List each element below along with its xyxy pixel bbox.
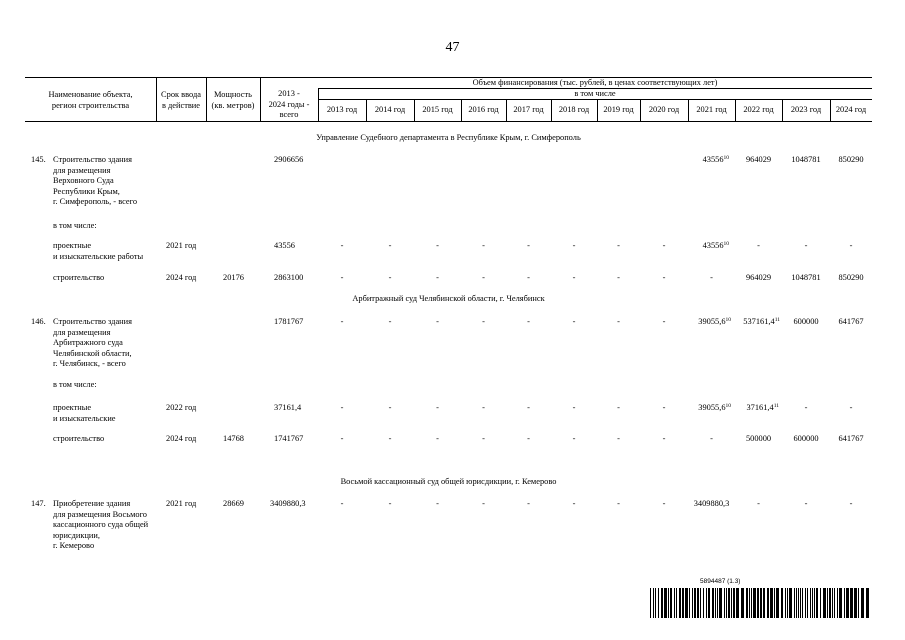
barcode-bar (789, 588, 792, 618)
barcode-bar (810, 588, 811, 618)
barcode-bar (832, 588, 833, 618)
dash: - (436, 317, 439, 326)
dash: - (572, 241, 576, 250)
barcode-bar (726, 588, 727, 618)
dash: - (662, 499, 666, 508)
dash: - (436, 403, 439, 412)
dash: - (617, 317, 620, 326)
page-number: 47 (445, 40, 460, 55)
barcode-bar (823, 588, 826, 618)
barcode-bar (679, 588, 681, 618)
dash: - (527, 241, 530, 250)
dash: - (572, 317, 576, 326)
dash: - (710, 273, 713, 282)
barcode-bar (653, 588, 654, 618)
header-total: 2013 - 2024 годы - всего (268, 89, 310, 120)
value-2024: 850290 (838, 273, 864, 282)
barcode-bar (866, 588, 869, 618)
value-2022: 500000 (745, 434, 772, 443)
barcode-bar (814, 588, 815, 618)
barcode-bar (767, 588, 769, 618)
dash: - (436, 499, 439, 508)
dash: - (340, 403, 344, 412)
dash: - (849, 241, 853, 250)
dash: - (482, 317, 485, 326)
barcode-number: 5894487 (1.3) (700, 578, 741, 585)
barcode-bar (751, 588, 752, 618)
dash: - (572, 403, 576, 412)
dash: - (757, 241, 760, 250)
dash: - (527, 499, 530, 508)
barcode-bar (661, 588, 663, 618)
barcode-bar (703, 588, 704, 618)
barcode-bar (774, 588, 775, 618)
barcode-bar (741, 588, 744, 618)
term-value: 2021 год (166, 241, 197, 250)
barcode-bar (717, 588, 718, 618)
barcode-bar (694, 588, 696, 618)
dash: - (849, 403, 853, 412)
value-2021: 3409880,3 (693, 499, 730, 508)
row-number: 145. (31, 155, 46, 164)
dash: - (482, 273, 485, 282)
total-value: 1781767 (274, 317, 304, 326)
dash: - (340, 273, 344, 282)
value-2021: 39055,6$^{10}$ (698, 317, 731, 326)
dash: - (527, 317, 530, 326)
dash: - (617, 273, 620, 282)
header-year: 2015 год (422, 105, 453, 114)
barcode-bar (670, 588, 672, 618)
barcode-bar (834, 588, 835, 618)
header-year: 2017 год (513, 105, 544, 114)
object-name: Строительство здания для размещения Верховного Суда Республики Крым, г. Симферополь, - всего (53, 155, 138, 207)
barcode-bar (658, 588, 659, 618)
barcode-bar (781, 588, 783, 618)
header-year: 2016 год (468, 105, 499, 114)
barcode-bar (757, 588, 759, 618)
value-2023: 1048781 (791, 155, 821, 164)
barcode-bar (785, 588, 786, 618)
dash: - (662, 317, 666, 326)
row-number: 146. (31, 317, 46, 326)
including-label: в том числе: (53, 221, 97, 230)
header-year: 2013 год (326, 105, 358, 114)
row-number: 147. (31, 499, 46, 508)
barcode-bar (794, 588, 795, 618)
value-2022: 37161,4$^{11}$ (746, 403, 779, 412)
total-value: 37161,4 (274, 403, 302, 412)
dash: - (436, 273, 439, 282)
barcode-bar (816, 588, 818, 618)
table-header-bottom-line (25, 121, 872, 122)
capacity-value: 14768 (223, 434, 244, 443)
dash: - (662, 273, 666, 282)
section-title: Арбитражный суд Челябинской области, г. Челябинск (352, 294, 545, 303)
dash: - (527, 273, 530, 282)
barcode-bar (839, 588, 842, 618)
section-title: Восьмой кассационный суд общей юрисдикции, г. Кемерово (340, 477, 557, 486)
barcode-bar (715, 588, 716, 618)
barcode-bar (724, 588, 725, 618)
barcode-bar (655, 588, 656, 618)
subitem-name: строительство (53, 434, 105, 443)
dash: - (804, 403, 808, 412)
barcode-bar (692, 588, 693, 618)
barcode-bar (736, 588, 739, 618)
barcode-bar (858, 588, 859, 618)
subitem-name: проектные и изыскательские (53, 403, 116, 423)
dash: - (388, 273, 392, 282)
value-2021: 43556$^{10}$ (702, 241, 729, 250)
header-year: 2024 год (835, 105, 867, 114)
barcode-bar (846, 588, 849, 618)
barcode-image (650, 588, 872, 618)
barcode-bar (706, 588, 707, 618)
dash: - (482, 434, 485, 443)
barcode-bar (763, 588, 765, 618)
barcode-bar (700, 588, 701, 618)
header-year: 2022 год (743, 105, 774, 114)
barcode-bar (802, 588, 803, 618)
barcode-bar (798, 588, 799, 618)
barcode-bar (746, 588, 748, 618)
barcode-bar (712, 588, 714, 618)
header-year: 2019 год (603, 105, 634, 114)
dash: - (572, 273, 576, 282)
dash: - (340, 434, 344, 443)
barcode-bar (854, 588, 857, 618)
barcode-bar (676, 588, 677, 618)
term-value: 2024 год (166, 434, 197, 443)
barcode-bar (685, 588, 688, 618)
subitem-name: строительство (53, 273, 105, 282)
value-2021: 43556$^{10}$ (702, 155, 729, 164)
barcode-bar (827, 588, 828, 618)
term-value: 2021 год (166, 499, 197, 508)
dash: - (617, 499, 620, 508)
barcode-bar (668, 588, 669, 618)
total-value: 2906656 (274, 155, 304, 164)
barcode-bar (689, 588, 690, 618)
dash: - (482, 499, 485, 508)
dash: - (340, 317, 344, 326)
dash: - (662, 403, 666, 412)
barcode-bar (697, 588, 699, 618)
barcode-bar (770, 588, 773, 618)
barcode-bar (733, 588, 735, 618)
capacity-value: 20176 (223, 273, 244, 282)
header-capacity: Мощность (кв. метров) (211, 90, 255, 110)
dash: - (388, 499, 392, 508)
total-value: 3409880,3 (270, 499, 306, 508)
dash: - (436, 241, 439, 250)
dash: - (482, 403, 485, 412)
dash: - (527, 403, 530, 412)
header-year: 2021 год (696, 105, 727, 114)
barcode-bar (674, 588, 675, 618)
barcode-bar (807, 588, 808, 618)
dash: - (804, 499, 808, 508)
barcode-bar (800, 588, 801, 618)
barcode-bar (812, 588, 813, 618)
header-year: 2020 год (648, 105, 680, 114)
value-2022: 537161,4$^{11}$ (743, 317, 780, 326)
barcode-bar (760, 588, 762, 618)
including-label: в том числе: (53, 380, 97, 389)
dash: - (340, 241, 344, 250)
barcode-bar (776, 588, 779, 618)
dash: - (388, 434, 392, 443)
object-name: Строительство здания для размещения Арбитражного суда Челябинской области, г. Челябинск, - всего (53, 317, 132, 369)
header-year: 2018 год (558, 105, 590, 114)
total-value: 1741767 (274, 434, 304, 443)
value-2023: 600000 (793, 434, 819, 443)
barcode-bar (850, 588, 853, 618)
barcode-bar (682, 588, 684, 618)
term-value: 2022 год (166, 403, 197, 412)
header-term: Срок ввода в действие (161, 90, 201, 110)
barcode-bar (837, 588, 838, 618)
barcode-bar (650, 588, 651, 618)
barcode-bar (728, 588, 730, 618)
dash: - (617, 434, 620, 443)
value-2022: 964029 (745, 155, 772, 164)
value-2021: 39055,6$^{10}$ (698, 403, 731, 412)
barcode-bar (708, 588, 710, 618)
value-2024: 850290 (838, 155, 864, 164)
header-name: Наименование объекта, регион строительства (48, 90, 133, 110)
dash: - (388, 241, 392, 250)
barcode-bar (731, 588, 732, 618)
total-value: 2863100 (274, 273, 304, 282)
dash: - (527, 434, 530, 443)
dash: - (617, 403, 620, 412)
barcode-bar (787, 588, 788, 618)
dash: - (617, 241, 620, 250)
dash: - (849, 499, 853, 508)
subitem-name: проектные и изыскательские работы (53, 241, 144, 261)
capacity-value: 28669 (223, 499, 244, 508)
dash: - (662, 434, 666, 443)
dash: - (804, 241, 808, 250)
value-2023: 1048781 (791, 273, 821, 282)
header-year: 2023 год (790, 105, 822, 114)
section-title: Управление Судебного департамента в Республике Крым, г. Симферополь (316, 133, 581, 142)
dash: - (340, 499, 344, 508)
barcode-bar (820, 588, 821, 618)
dash: - (572, 434, 576, 443)
dash: - (388, 317, 392, 326)
header-year: 2014 год (374, 105, 406, 114)
barcode-bar (861, 588, 864, 618)
dash: - (482, 241, 485, 250)
value-2023: 600000 (793, 317, 819, 326)
dash: - (436, 434, 439, 443)
barcode-bar (796, 588, 797, 618)
barcode-bar (829, 588, 831, 618)
barcode-bar (753, 588, 756, 618)
barcode-bar (719, 588, 722, 618)
term-value: 2024 год (166, 273, 197, 282)
dash: - (662, 241, 666, 250)
barcode-bar (664, 588, 667, 618)
total-value: 43556 (274, 241, 295, 250)
barcode-bar (749, 588, 750, 618)
object-name: Приобретение здания для размещения Восьмого кассационного суда общей юрисдикции, г. Кемерово (53, 499, 149, 551)
value-2022: 964029 (745, 273, 772, 282)
dash: - (572, 499, 576, 508)
value-2024: 641767 (838, 317, 864, 326)
barcode-bar (805, 588, 806, 618)
value-2024: 641767 (838, 434, 864, 443)
barcode-bar (844, 588, 845, 618)
dash: - (757, 499, 760, 508)
dash: - (710, 434, 713, 443)
dash: - (388, 403, 392, 412)
header-finance: Объем финансирования (тыс. рублей, в ценах соответствующих лет) (472, 78, 718, 87)
header-including: в том числе (574, 89, 616, 98)
